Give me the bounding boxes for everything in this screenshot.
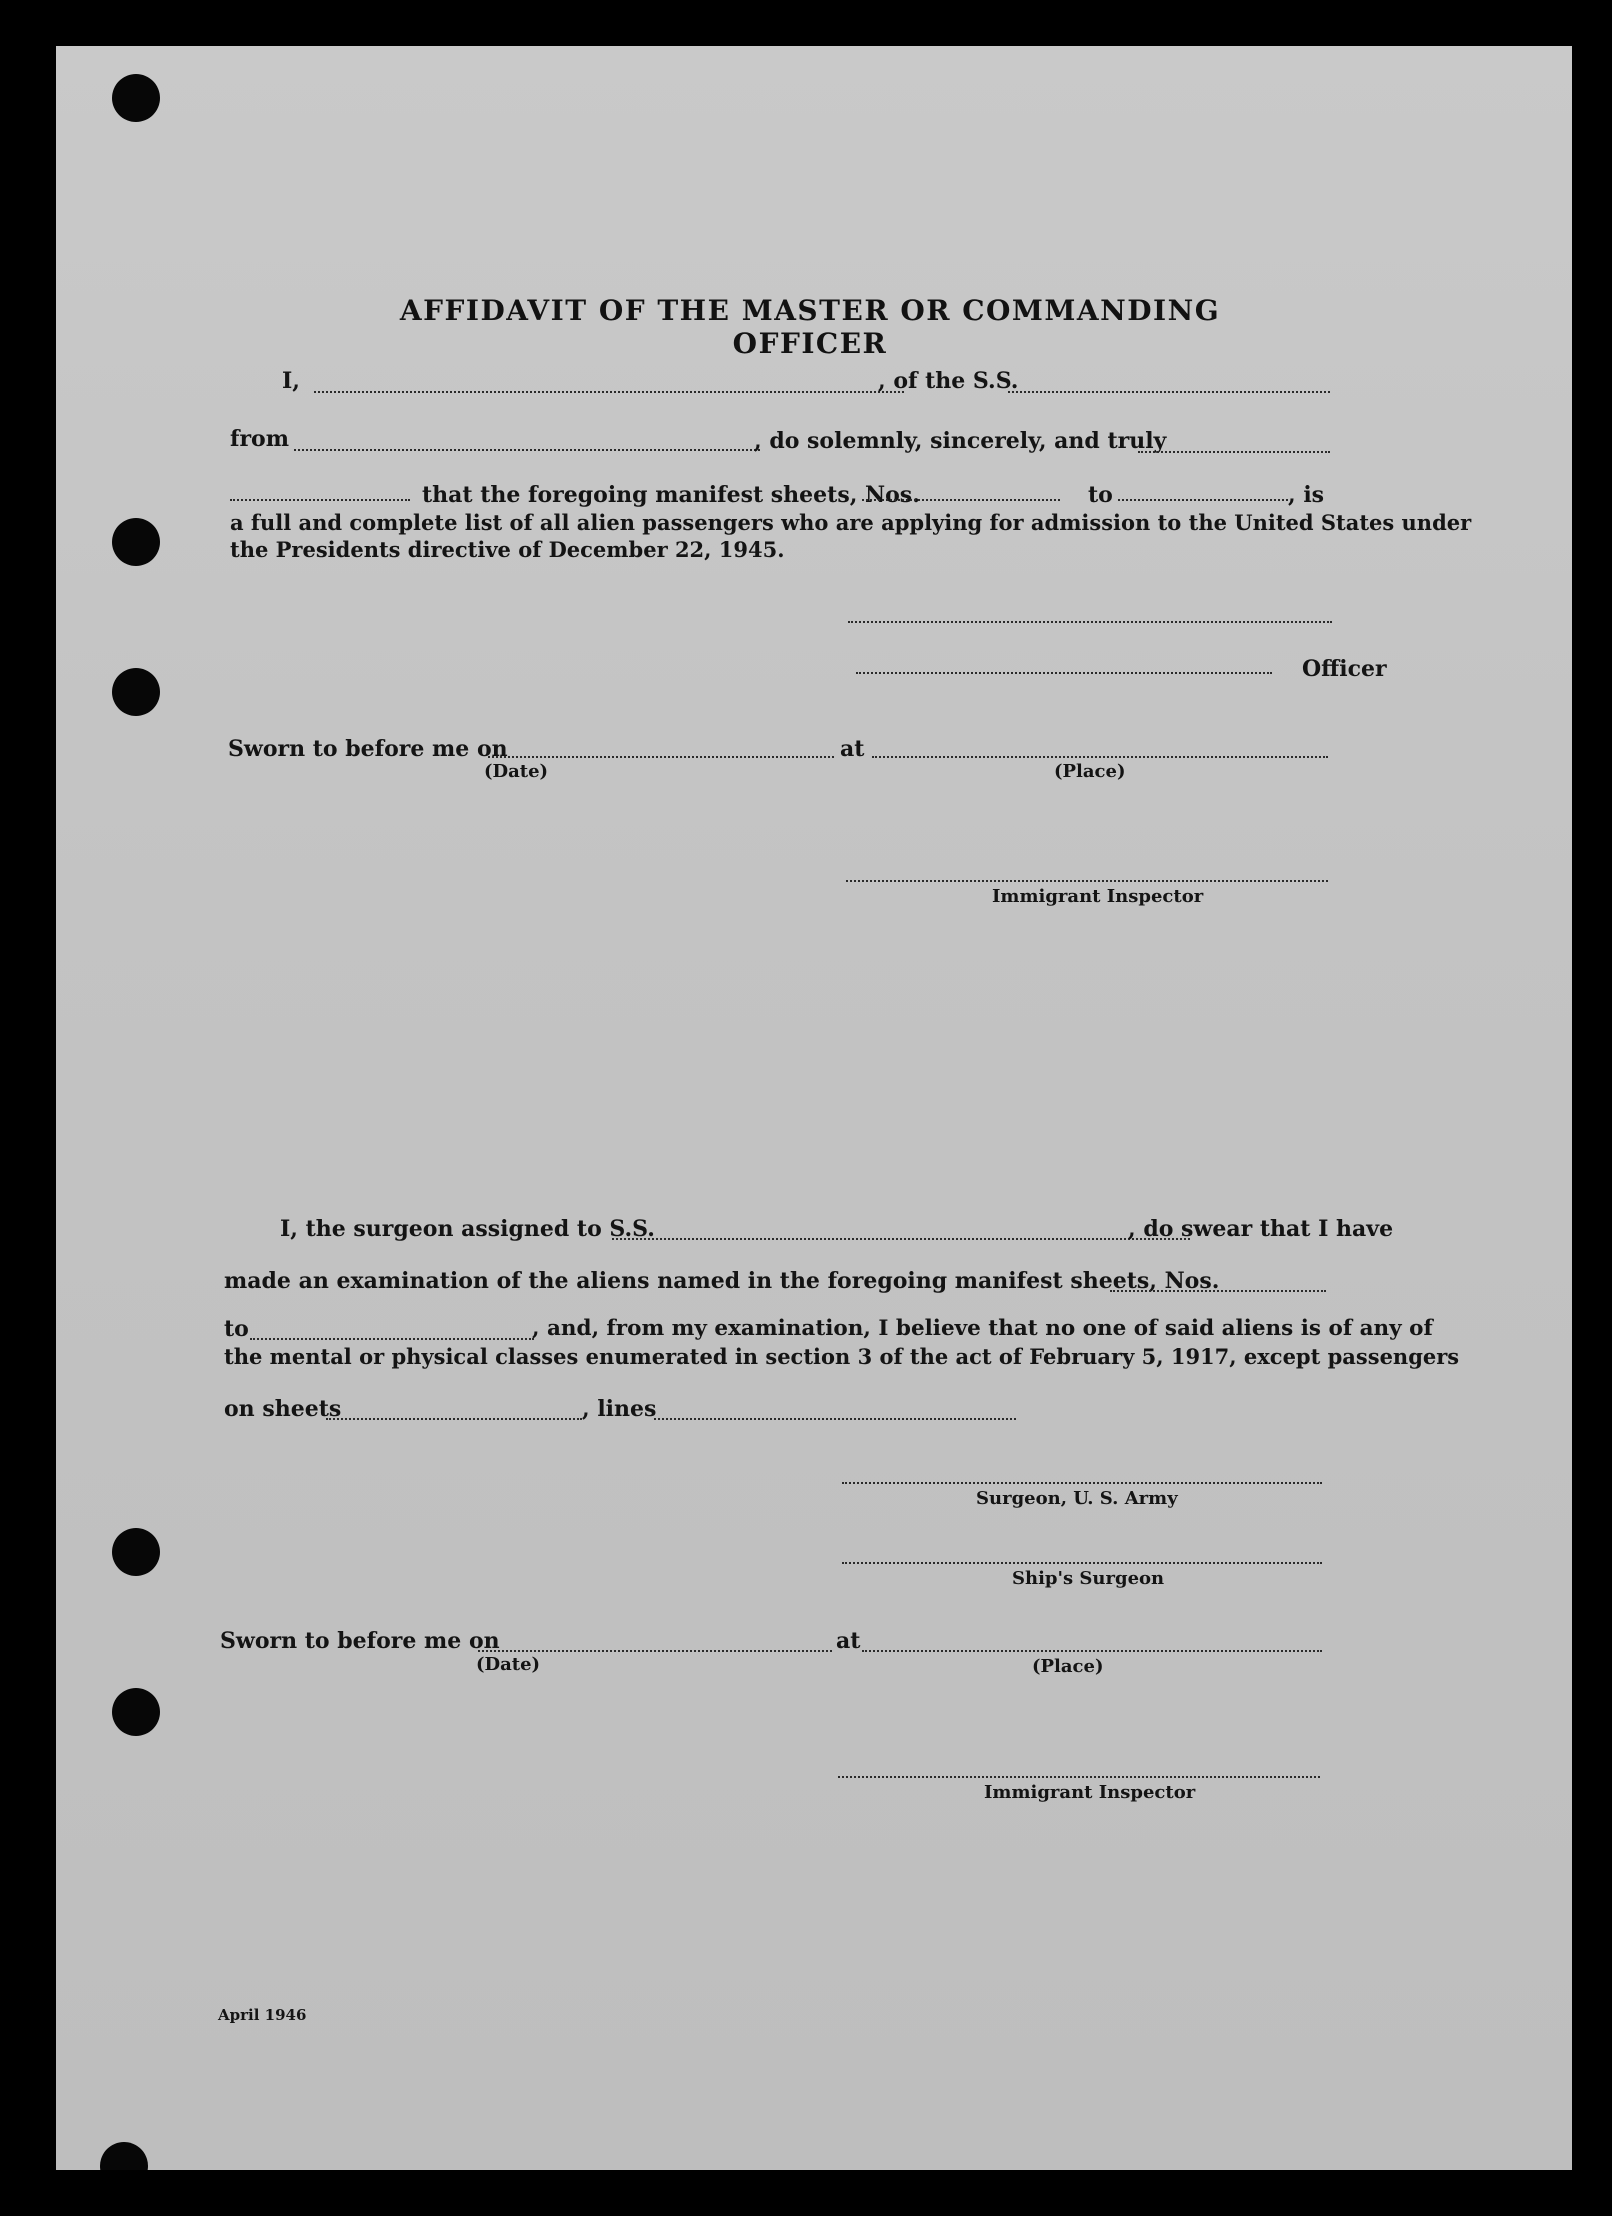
bleed-through-text [376, 216, 1356, 256]
master-inspector-signature-line[interactable] [846, 880, 1328, 882]
surgeon-inspector-label: Immigrant Inspector [984, 1782, 1196, 1803]
surgeon-exception-lines-field[interactable] [654, 1418, 1016, 1420]
master-sworn-date-field[interactable] [488, 756, 834, 758]
surgeon-to-field[interactable] [250, 1338, 534, 1340]
sheet-to-field[interactable] [1118, 499, 1288, 501]
surgeon-place-label: (Place) [1032, 1656, 1104, 1677]
ship-surgeon-label: Ship's Surgeon [1012, 1568, 1165, 1589]
document-page [56, 46, 1572, 2170]
surgeon-exception-sheets-field[interactable] [326, 1418, 582, 1420]
punch-hole [112, 518, 160, 566]
punch-hole [112, 74, 160, 122]
punch-hole [112, 1528, 160, 1576]
master-line5: the Presidents directive of December 22, 1945. [230, 537, 785, 562]
surgeon-line2: made an examination of the aliens named in the foregoing manifest sheets, Nos. [224, 1268, 1220, 1294]
surgeon-line1-end: , do swear that I have [1128, 1216, 1394, 1242]
officer-label: Officer [1302, 656, 1387, 682]
master-line3-to: to [1088, 482, 1113, 508]
punch-hole [100, 2142, 148, 2170]
form-date: April 1946 [218, 2006, 307, 2024]
sheet-from-field[interactable] [862, 499, 1060, 501]
master-line1-mid: , of the S.S. [878, 368, 1019, 394]
signature-line[interactable] [848, 621, 1332, 623]
army-surgeon-signature-line[interactable] [842, 1482, 1322, 1484]
master-date-label: (Date) [484, 761, 549, 782]
master-line3-mid: that the foregoing manifest sheets, Nos. [422, 482, 920, 508]
officer-signature-line[interactable] [856, 672, 1272, 674]
surgeon-line5-prefix: on sheets [224, 1396, 342, 1422]
army-surgeon-label: Surgeon, U. S. Army [976, 1488, 1178, 1509]
surgeon-sworn-date-field[interactable] [478, 1650, 832, 1652]
surgeon-sworn-prefix: Sworn to before me on [220, 1628, 500, 1654]
surgeon-line3-prefix: to [224, 1316, 249, 1342]
punch-hole [112, 668, 160, 716]
surgeon-sheets-field[interactable] [1110, 1290, 1326, 1292]
oath-continuation-field[interactable] [230, 499, 410, 501]
master-line1-prefix: I, [282, 368, 300, 394]
master-line3-end: , is [1288, 482, 1325, 508]
master-line4: a full and complete list of all alien passengers who are applying for admission to the United States under [230, 510, 1472, 535]
surgeon-line3-end: , and, from my examination, I believe that no one of said aliens is of any of [532, 1316, 1433, 1341]
surgeon-line4: the mental or physical classes enumerated in section 3 of the act of February 5, 1917, except passengers [224, 1344, 1460, 1369]
page-title: AFFIDAVIT OF THE MASTER OR COMMANDING OFFICER [399, 294, 1221, 360]
surgeon-sworn-at: at [836, 1628, 861, 1654]
master-line2-mid: , do solemnly, sincerely, and truly [754, 428, 1167, 454]
master-inspector-label: Immigrant Inspector [992, 886, 1204, 907]
ship-name-field[interactable] [1008, 391, 1330, 393]
surgeon-ship-field[interactable] [612, 1238, 1190, 1240]
ship-surgeon-signature-line[interactable] [842, 1562, 1322, 1564]
surgeon-line1-prefix: I, the surgeon assigned to S.S. [280, 1216, 655, 1242]
surgeon-date-label: (Date) [476, 1654, 541, 1675]
surgeon-inspector-signature-line[interactable] [838, 1776, 1320, 1778]
master-line2-prefix: from [230, 426, 290, 452]
surgeon-sworn-place-field[interactable] [862, 1650, 1322, 1652]
master-place-label: (Place) [1054, 761, 1126, 782]
from-port-field[interactable] [294, 449, 760, 451]
oath-word-field[interactable] [1138, 451, 1330, 453]
master-sworn-prefix: Sworn to before me on [228, 736, 508, 762]
master-sworn-place-field[interactable] [872, 756, 1328, 758]
surgeon-line5-mid: , lines [582, 1396, 657, 1422]
master-sworn-at: at [840, 736, 865, 762]
punch-hole [112, 1688, 160, 1736]
master-name-field[interactable] [314, 391, 904, 393]
